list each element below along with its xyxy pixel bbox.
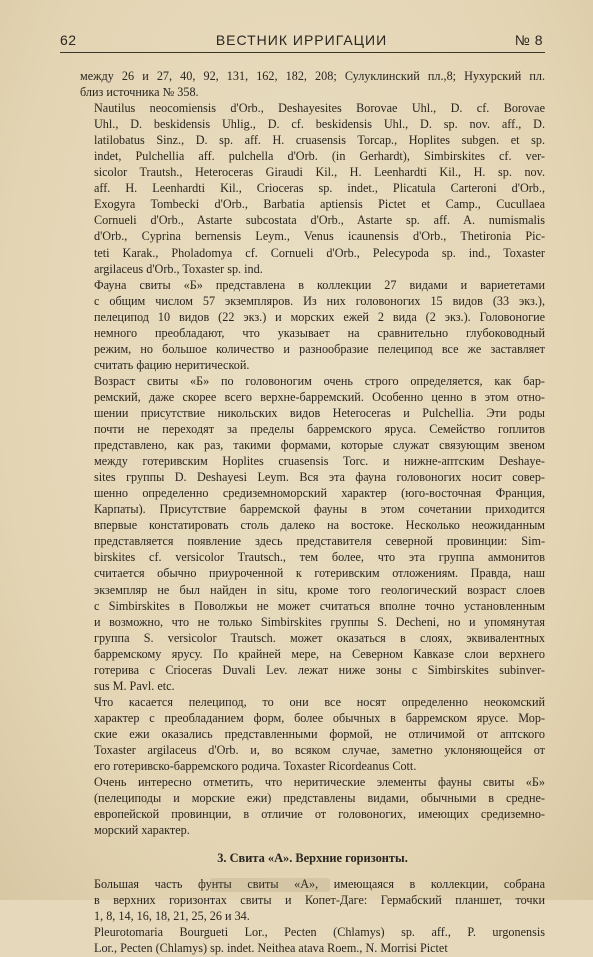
paragraph xyxy=(80,100,545,277)
text-line: latilobatus Sinz., D. sp. aff. H. cruasensis Torcap., Hoplites subgen. et sp. xyxy=(94,133,545,148)
text-line: почти не переходят за пределы барремского яруса. Семейство гоплитов xyxy=(94,422,545,437)
text-line: sites группы D. Deshayesi Leym. Вся эта фауна головоногих носит совер- xyxy=(94,470,545,485)
paragraph xyxy=(80,694,545,774)
text-line: барремскому ярусу. По крайней мере, на Северном Кавказе слои верхнего xyxy=(94,646,545,661)
text-line: Lor., Pecten (Chlamys) sp. indet. Neithea atava Roem., N. Morrisi Pictet xyxy=(94,941,448,956)
text-line: экземпляр не был найден in situ, кроме того геологический возраст слоев xyxy=(94,582,545,597)
text-line: Что касается пелеципод, то они все носят определенно неокомский xyxy=(94,694,545,709)
text-line: ские ежи оказались представленными формой, не отличимой от аптского xyxy=(94,726,545,741)
text-line: Cornueli d'Orb., Astarte subcostata d'Orb., Astarte sp. aff. A. numismalis xyxy=(94,213,545,228)
text-line: немного преобладают, что указывает на сравнительно глубоководный xyxy=(94,325,545,340)
text-line: indet, Pulchellia aff. pulchella d'Orb. (in Gerhardt), Simbirskites cf. ver- xyxy=(94,149,545,164)
section-title: 3. Свита «А». Верхние горизонты. xyxy=(217,851,408,866)
text-line: характер с преобладанием форм, более обычных в барремском ярусе. Мор- xyxy=(94,710,545,725)
paragraph xyxy=(80,774,545,838)
text-line: Фауна свиты «Б» представлена в коллекции 27 видами и вариететами xyxy=(94,277,545,292)
text-line: teti Karak., Pholadomya cf. Cornueli d'Orb., Pelecypoda sp. ind., Toxaster xyxy=(94,245,545,260)
text-line: представлено, как раз, такими формами, которые служат связующим звеном xyxy=(94,438,545,453)
text-line: морский характер. xyxy=(94,823,190,838)
text-line: sus M. Pavl. etc. xyxy=(94,678,175,693)
paragraph xyxy=(80,277,545,373)
text-line: (пелециподы и морские ежи) представлены видами, обычными в средне- xyxy=(94,791,545,806)
text-line: режим, но большое количество и разнообразие пелеципод все же заставляет xyxy=(94,341,545,356)
text-line: 1, 8, 14, 16, 18, 21, 25, 26 и 34. xyxy=(94,909,250,924)
text-line: шении присутствие никольских видов Heteroceras и Pulchellia. Эти роды xyxy=(94,405,545,420)
text-line: между 26 и 27, 40, 92, 131, 162, 182, 208; Сулуклинский пл.,8; Нухурский пл. xyxy=(80,69,545,83)
text-line: aff. H. Leenhardti Kil., Crioceras sp. indet., Plicatula Carteroni d'Orb., xyxy=(94,181,545,196)
text-line: европейской провинции, в отличие от головоногих, имеющих средиземно- xyxy=(94,807,545,822)
text-line: считается обычно приуроченной к готеривским отложениям. Правда, наш xyxy=(94,566,545,581)
text-line: d'Orb., Cyprina bernensis Leym., Venus icaunensis d'Orb., Thetironia Pic- xyxy=(94,229,545,244)
text-line: шенно определенно средиземноморский характер (юго-восточная Франция, xyxy=(94,486,545,501)
text-line: Большая часть фунты свиты «А», имеющаяся в коллекции, собрана xyxy=(94,877,545,892)
text-line: впервые констатировать столь далеко на востоке. Несколько неожиданным xyxy=(94,518,545,533)
text-line: birskites cf. versicolor Trautsch., тем более, что эта группа аммонитов xyxy=(94,550,545,565)
text-line: Pleurotomaria Bourgueti Lor., Pecten (Chlamys) sp. aff., P. urgonensis xyxy=(94,925,545,940)
text-line: Очень интересно отметить, что неритические элементы фауны свиты «Б» xyxy=(94,775,545,790)
paragraph xyxy=(80,68,545,100)
text-line: с Simbirskites в Поволжьи не может считаться вполне точно установленным xyxy=(94,598,545,613)
paragraph xyxy=(80,373,545,694)
text-line: в верхних горизонтах свиты и Копет-Даге: Гермабский планшет, точки xyxy=(94,893,545,908)
text-line: группа S. versicolor Trautsch. может оказаться в слоях, эквивалентных xyxy=(94,630,545,645)
text-line: близ источника № 358. xyxy=(80,85,199,100)
issue-number: № 8 xyxy=(514,32,543,48)
text-line: argilaceus d'Orb., Toxaster sp. ind. xyxy=(94,261,263,276)
faded-stamp xyxy=(210,878,330,892)
journal-title: ВЕСТНИК ИРРИГАЦИИ xyxy=(215,32,388,48)
header-rule xyxy=(60,52,545,53)
article-body xyxy=(80,68,545,957)
text-line: его готеривско-барремского родича. Toxaster Ricordeanus Cott. xyxy=(94,759,417,774)
paragraph xyxy=(80,924,545,956)
text-line: Nautilus neocomiensis d'Orb., Deshayesites Borovae Uhl., D. cf. Borovae xyxy=(94,101,545,116)
text-line: и возможно, что не только Simbirskites группы S. Decheni, но и упомянутая xyxy=(94,614,545,629)
text-line: между готеривским Hoplites cruasensis Torc. и нижне-аптским Deshaye- xyxy=(94,454,545,469)
text-line: sicolor Trautsh., Heteroceras Giraudi Kil., H. Leenhardti Kil., H. sp. nov. xyxy=(94,165,545,180)
text-line: готерива с Crioceras Duvali Lev. лежат ниже зоны с Simbirskites subinver- xyxy=(94,662,545,677)
running-header xyxy=(60,32,543,50)
text-line: ремский, даже скорее всего верхне-барремский. Особенно ценно в этом отно- xyxy=(94,389,545,404)
text-line: представляется появление здесь представителя северной провинции: Sim- xyxy=(94,534,545,549)
text-line: Uhl., D. beskidensis Uhlig., D. cf. beskidensis Uhl., D. sp. nov. aff., D. xyxy=(94,117,545,132)
page-number: 62 xyxy=(60,32,77,48)
text-line: считать фацию неритической. xyxy=(94,357,250,372)
text-line: с общим числом 57 экземпляров. Из них головоногих 15 видов (33 экз.), xyxy=(94,293,545,308)
text-line: Toxaster argilaceus d'Orb. и, во всяком случае, заметно уклоняющейся от xyxy=(94,742,545,757)
text-line: пелеципод 10 видов (22 экз.) и морских ежей 2 вида (2 экз.). Головоногие xyxy=(94,309,545,324)
text-line: Карпаты). Присутствие барремской фауны в этом сочетании приходится xyxy=(94,502,545,517)
text-line: Exogyra Tombecki d'Orb., Barbatia aptiensis Pictet et Camp., Cucullaea xyxy=(94,197,545,212)
text-line: Возраст свиты «Б» по головоногим очень строго определяется, как бар- xyxy=(94,373,545,388)
